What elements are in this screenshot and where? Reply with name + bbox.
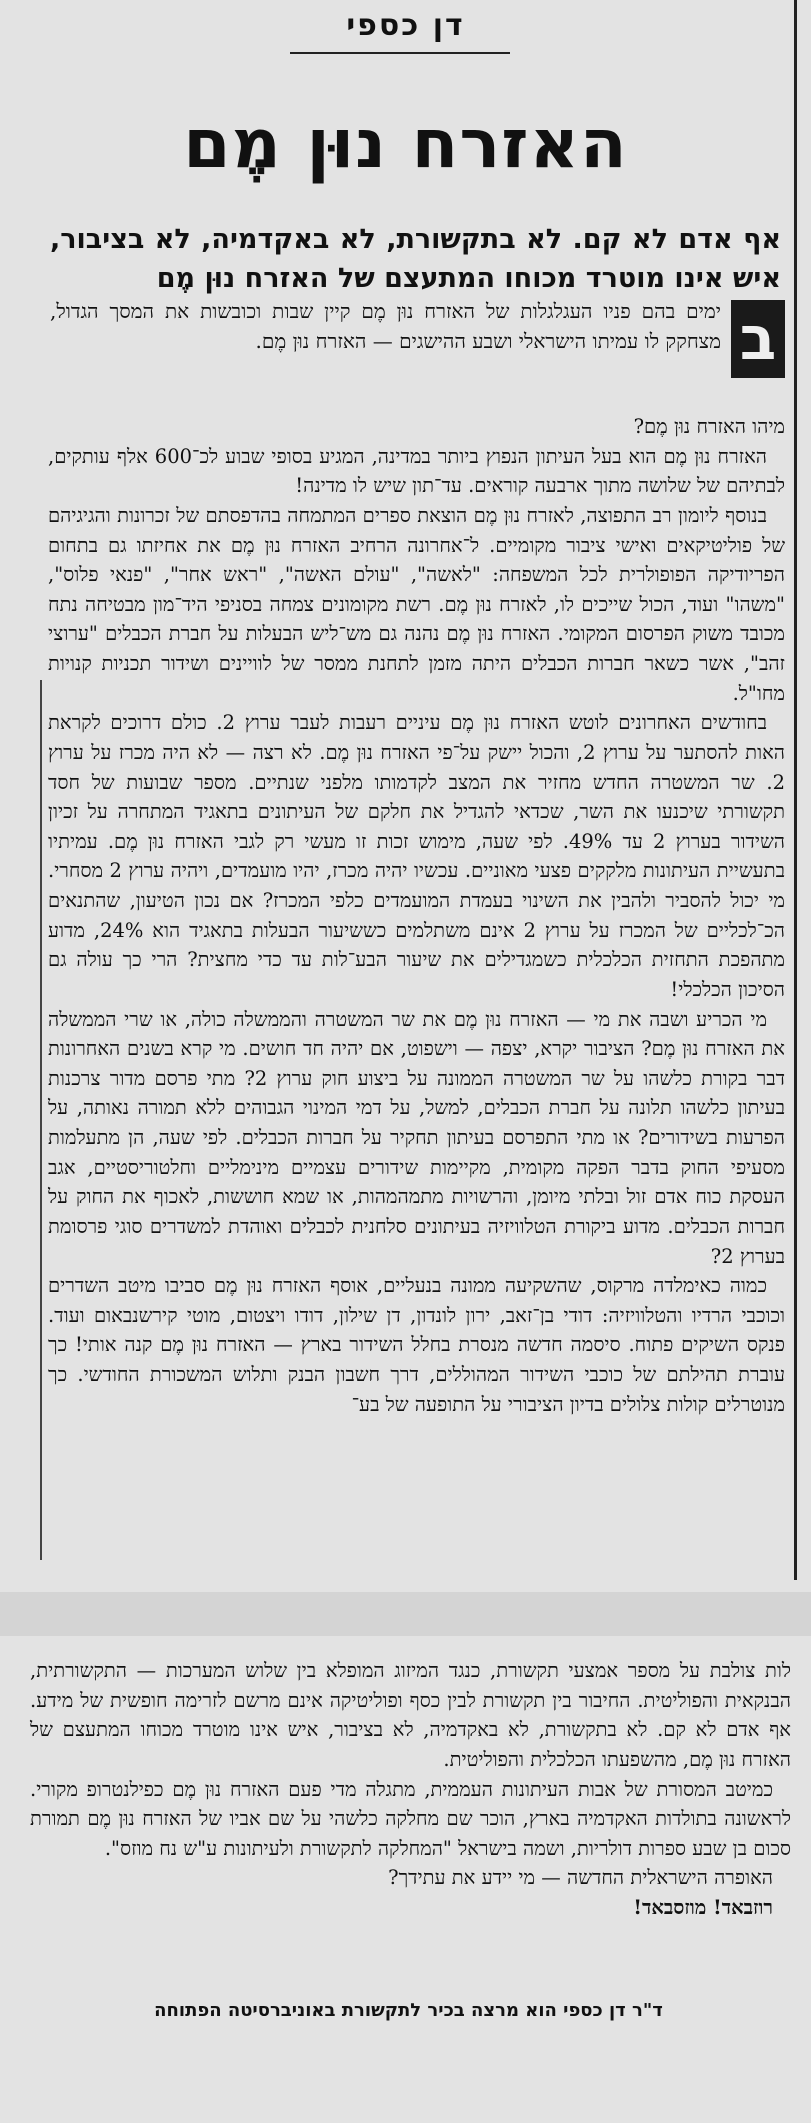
headline: האזרח נוּן מֶם	[183, 105, 628, 184]
author-name: דן כספי	[346, 8, 465, 43]
body-paragraph: האזרח נוּן מֶם הוא בעל העיתון הנפוץ ביותר במדינה, המגיע בסופי שבוע לכ־600 אלף עותקים, לבתיהם של שלושה מתוך ארבעה קוראים. עד־תון שיש לו מדינה!	[48, 444, 785, 498]
body-paragraph: כמוה כאימלדה מרקוס, שהשקיעה ממונה בנעליים, אוסף האזרח נוּן מֶם סביבו מיטב השדרים וכוכבי הרדיו והטלוויזיה: דודי בן־זאב, ירון לונדון, דן שילון, דודו ויצטום, מוטי קירשנבאום ועוד. פנקס השיקים פתוח. סיסמה חדשה מנסרת בחלל השידור בארץ — האזרח נוּן מֶם קנה אותי! כך עוברת תהילתם של כוכבי השידור המהוללים, דרך חשבון הבנק ותלוש המשכורת החודשי. כך מנוטרלים קולות צלולים בדיון הציבורי על התופעה של בע־	[48, 1274, 785, 1416]
body-paragraph: מי הכריע ושבה את מי — האזרח נוּן מֶם את שר המשטרה והממשלה כולה, או שרי הממשלה את האזרח נוּן מֶם? הציבור יקרא, יצפה — וישפוט, אם יהיה חד חושים. מי קרא בשנים האחרונות דבר בקורת כלשהו על שר המשטרה הממונה על ביצוע חוק ערוץ 2? מתי פרסם מדור צרכנות בעיתון כלשהו תלונה על חברת הכבלים, למשל, על דמי המינוי הגבוהים ללא תמורה נאותה, על הפרעות בשידורים? או מתי התפרסם בעיתון תחקיר על חברות הכבלים. לפי שעה, הן מתעלמות מסעיפי החוק בדבר הפקה מקומית, מקיימות שידורים עצמיים מינימליים וחלטוריסטיים, אגב העסקת כוח אדם זול ובלתי מיומן, והרשויות מתמהמהות, או שמא חוששות, לאכוף את החוק על חברות הכבלים. מדוע ביקורת הטלוויזיה בעיתונים סלחנית לכבלים ואוהדת למשדרים סוגי פרסומת בערוץ 2?	[48, 1007, 785, 1268]
column-rule-left	[40, 680, 42, 1560]
closing-line: האופרה הישראלית החדשה — מי יידע את עתידך?	[388, 1866, 773, 1890]
author-underline	[290, 52, 510, 54]
body-paragraph-question: מיהו האזרח נוּן מֶם?	[633, 415, 785, 438]
drop-cap: ב	[731, 300, 785, 378]
clipping-gap	[0, 1592, 811, 1636]
article-body	[48, 412, 785, 1419]
body-paragraph: בנוסף ליומון רב התפוצה, לאזרח נוּן מֶם הוצאת ספרים המתמחה בהדפסתם של זכרונות והגיגיהם של פוליטיקאים ואישי ציבור מקומיים. ל־אחרונה הרחיב האזרח נוּן מֶם את אחיזתו גם בתחום הפריודיקה הפופולרית לכל המשפחה: "לאשה", "עולם האשה", "ראש אחר", "פנאי פלוס", "משהו" ועוד, הכול שייכים לו, לאזרח נוּן מֶם. רשת מקומונים צמחה בסניפי היד־מון מבטיחה נתח מכובד משוק הפרסום המקומי. האזרח נוּן מֶם נהנה גם מש־ליש הבעלות על חברת הכבלים "ערוצי זהב", אשר כשאר חברות הכבלים היתה מזמן לתחנת ממסר של לוויינים ושידור תכניות קנויות מחו"ל.	[48, 503, 785, 705]
article-continuation	[30, 1656, 791, 1923]
subheadline: אף אדם לא קם. לא בתקשורת, לא באקדמיה, לא בציבור, איש אינו מוטרד מכוחו המתעצם של האזרח נוּן מֶם	[50, 224, 781, 295]
continuation-paragraph: כמיטב המסורת של אבות העיתונות העממית, מתגלה מדי פעם האזרח נוּן מֶם כפילנטרופ מקורי. לראשונה בתולדות האקדמיה בארץ, הוכר שם מחלקה כלשהי על שם אביו של האזרח נוּן מֶם תמורת סכום בן שבע ספרות דולריות, ושמה בישראל "המחלקה לתקשורת ולעיתונות ע"ש נח מוזס".	[30, 1777, 791, 1860]
closing-sign-off: רוזבאד! מוזסבאד!	[633, 1896, 773, 1919]
intro-text: ימים בהם פניו העגלגלות של האזרח נוּן מֶם קיין שבות וכובשות את המסך הגדול, מצחקק לו עמיתו הישראלי ושבע ההישגים — האזרח נוּן מֶם.	[50, 299, 721, 354]
continuation-paragraph: לות צולבת על מספר אמצעי תקשורת, כנגד המיזוג המופלא בין שלוש המערכות — התקשורתית, הבנקאית והפוליטית. החיבור בין תקשורת לבין כסף ופוליטיקה אינם מרשם לזרימה חופשית של מידע. אף אדם לא קם. לא בתקשורת, לא באקדמיה, לא בציבור, איש אינו מוטרד מכוחו המתעצם של האזרח נוּן מֶם, מהשפעתו הכלכלית והפוליטית.	[30, 1659, 791, 1771]
body-paragraph: בחודשים האחרונים לוטש האזרח נוּן מֶם עיניים רעבות לעבר ערוץ 2. כולם דרוכים לקראת האות להסתער על ערוץ 2, והכול יישק על־פי האזרח נוּן מֶם. לא רצה — לא היה מכרז על ערוץ 2. שר המשטרה החדש מחזיר את המצב לקדמותו מלפני שנתיים. מספר שבועות של חסד תקשורתי שיכנעו את השר, שכדאי להגדיל את חלקם של העיתונים בתאגיד המתחרה על זכיון השידור בערוץ 2 עד 49%. לפי שעה, מימוש זכות זו מעשי רק לגבי האזרח נוּן מֶם. עמיתיו בתעשיית העיתונות מלקקים פצעי מאוניים. עכשיו יהיה מכרז, יהיו מועמדים, ויהיה ערוץ 2 מסחרי. מי יכול להסביר ולהבין את השינוי בעמדת המועמדים כלפי המכרז? אם נכון הטיעון, שהתנאים הכ־לכליים של המכרז על ערוץ 2 אינם משתלמים כששיעור הבעלות בתאגיד הוא 24%, מדוע מתהפכת התחזית הכלכלית כשמגדילים את שיעור הבע־לות עד כדי מחצית? הרי כך עולה גם הסיכון הכלכלי!	[48, 711, 786, 1001]
author-bio: ד"ר דן כספי הוא מרצה בכיר לתקשורת באוניברסיטה הפתוחה	[154, 2000, 663, 2021]
column-rule-right	[794, 0, 797, 1580]
intro-paragraph	[50, 296, 785, 378]
